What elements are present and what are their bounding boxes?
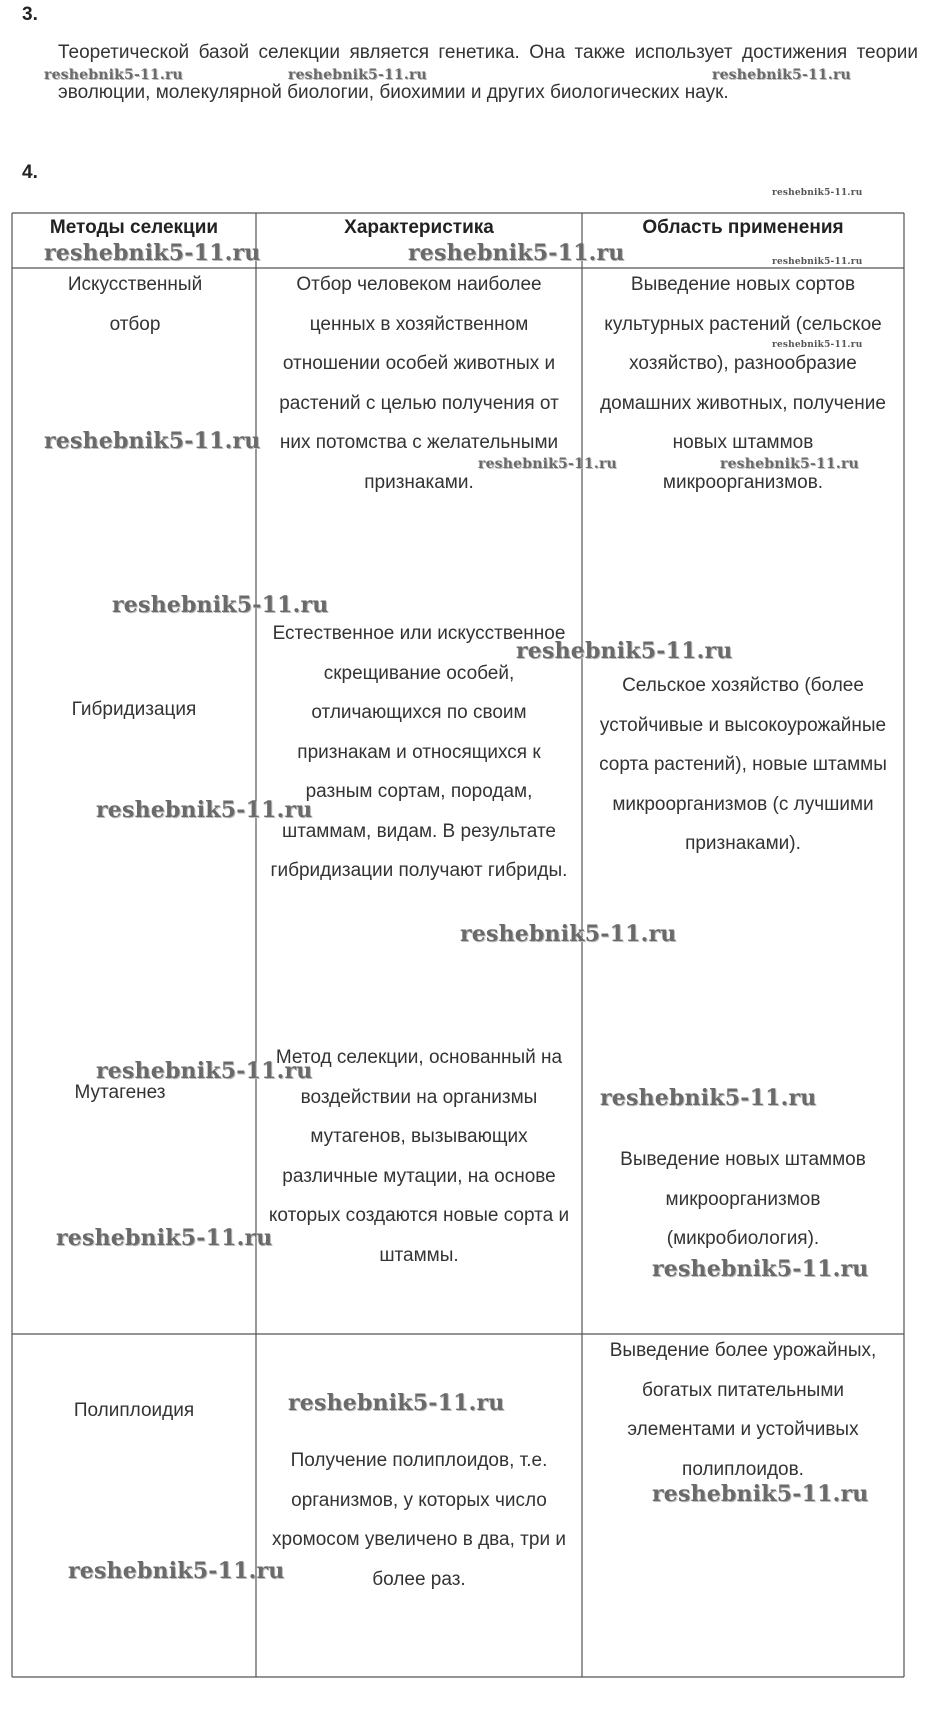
row2-characteristic: Естественное или искусственное скрещивание особей, отличающихся по своим признакам и относящихся к разным сортам, породам, штаммам, видам. В результате гибридизации получают гибриды. xyxy=(270,623,568,881)
header-methods: Методы селекции xyxy=(49,217,219,238)
row4-characteristic: Получение полиплоидов, т.е. организмов, у которых число хромосом увеличено в два, три и более раз. xyxy=(272,1450,566,1590)
row3-application: Выведение новых штаммов микроорганизмов (микробиология). xyxy=(620,1149,866,1249)
watermark: reshebnik5-11.ru xyxy=(96,1058,313,1084)
watermark: reshebnik5-11.ru xyxy=(712,67,851,83)
header-characteristic: Характеристика xyxy=(344,217,494,238)
watermark: reshebnik5-11.ru xyxy=(600,1085,817,1111)
row1-application: Выведение новых сортов культурных растений (сельское хозяйство), разнообразие домашних животных, получение новых штаммов микроорганизмов. xyxy=(600,274,886,493)
row1-characteristic: Отбор человеком наиболее ценных в хозяйственном отношении особей животных и растений с целью получения от них потомства с желательными признаками. xyxy=(279,274,559,493)
row3-method: Мутагенез xyxy=(74,1082,166,1103)
row2-application: Сельское хозяйство (более устойчивые и высокоурожайные сорта растений), новые штаммы микроорганизмов (с лучшими признаками). xyxy=(599,675,887,854)
row2-method: Гибридизация xyxy=(71,699,197,720)
row4-method: Полиплоидия xyxy=(73,1400,195,1421)
watermark: reshebnik5-11.ru xyxy=(408,240,625,266)
watermark: reshebnik5-11.ru xyxy=(720,456,859,472)
row4-application: Выведение более урожайных, богатых питательными элементами и устойчивых полиплоидов. xyxy=(609,1340,877,1480)
watermark: reshebnik5-11.ru xyxy=(44,428,261,454)
row3-characteristic: Метод селекции, основанный на воздействии на организмы мутагенов, вызывающих различные мутации, на основе которых создаются новые сорта и штаммы. xyxy=(268,1047,570,1266)
watermark: reshebnik5-11.ru xyxy=(68,1558,285,1584)
watermark: reshebnik5-11.ru xyxy=(44,67,183,83)
section-4-number: 4. xyxy=(22,162,38,183)
watermark: reshebnik5-11.ru xyxy=(460,921,677,947)
watermark: reshebnik5-11.ru xyxy=(96,797,313,823)
watermark: reshebnik5-11.ru xyxy=(56,1225,273,1251)
watermark: reshebnik5-11.ru xyxy=(516,638,733,664)
header-application: Область применения xyxy=(642,217,844,238)
watermark: reshebnik5-11.ru xyxy=(772,188,863,198)
watermark: reshebnik5-11.ru xyxy=(478,456,617,472)
watermark: reshebnik5-11.ru xyxy=(772,257,863,267)
watermark: reshebnik5-11.ru xyxy=(44,240,261,266)
watermark: reshebnik5-11.ru xyxy=(652,1256,869,1282)
row1-method: Искусственный отбор xyxy=(67,274,203,335)
watermark: reshebnik5-11.ru xyxy=(652,1481,869,1507)
watermark: reshebnik5-11.ru xyxy=(772,340,863,350)
section-3-text: Теоретической базой селекции является генетика. Она также использует достижения теории эволюции, молекулярной биологии, биохимии и других биологических наук. xyxy=(58,42,918,103)
section-3-number: 3. xyxy=(22,4,38,25)
watermark: reshebnik5-11.ru xyxy=(288,1390,505,1416)
watermark: reshebnik5-11.ru xyxy=(112,592,329,618)
watermark: reshebnik5-11.ru xyxy=(288,67,427,83)
